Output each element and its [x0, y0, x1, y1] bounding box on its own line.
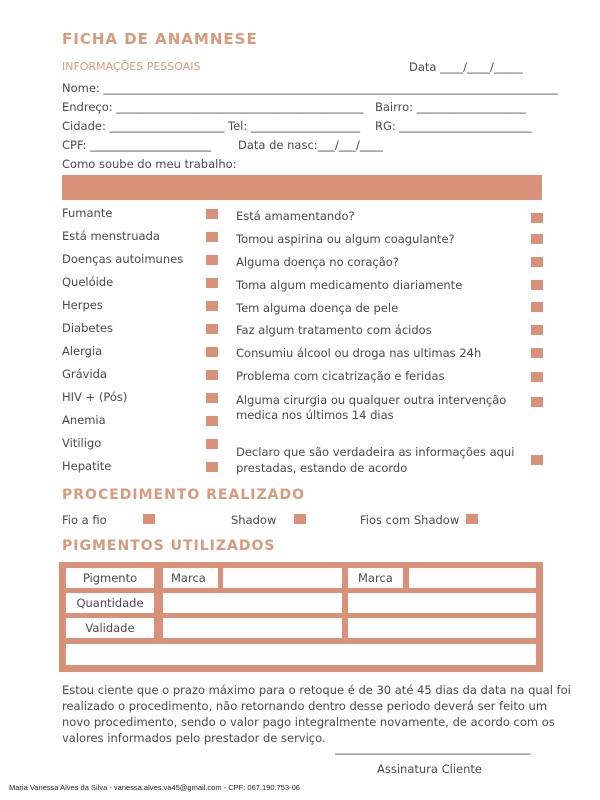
- condition-label: Quelóide: [62, 275, 114, 289]
- condition-checkbox[interactable]: [206, 278, 218, 288]
- condition-checkbox[interactable]: [206, 255, 218, 265]
- condition-checkbox[interactable]: [206, 370, 218, 380]
- marca-input-2[interactable]: [409, 568, 536, 588]
- question-checkbox[interactable]: [531, 213, 543, 223]
- condition-label: Hepatite: [62, 459, 112, 473]
- pigmento-label: Pigmento: [66, 568, 154, 588]
- procedimento-option-label: Fios com Shadow: [360, 513, 460, 527]
- quantidade-label: Quantidade: [66, 593, 154, 613]
- condition-label: Alergia: [62, 344, 103, 358]
- terms-text-line: Estou ciente que o prazo máximo para o retoque é de 30 até 45 dias da data na qual foi: [62, 683, 571, 697]
- question-label: Problema com cicatrização e feridas: [236, 369, 445, 383]
- endereco-field[interactable]: Endreço: ___________________________________________: [62, 100, 364, 114]
- condition-label: Herpes: [62, 298, 103, 312]
- observacoes-input[interactable]: [66, 644, 536, 665]
- procedimento-option-label: Fio a fio: [62, 513, 107, 527]
- declaration-label: Declaro que são verdadeira as informações aqui: [236, 445, 515, 459]
- procedimento-checkbox[interactable]: [466, 514, 478, 524]
- como-soube-answer-bar[interactable]: [62, 175, 542, 200]
- marca-input-1[interactable]: [223, 568, 342, 588]
- question-label: Está amamentando?: [236, 209, 355, 223]
- footer-watermark: Maria Vanessa Alves da Silva - vanessa.alves.va45@gmail.com - CPF: 067.190.753-06: [9, 783, 300, 792]
- condition-checkbox[interactable]: [206, 462, 218, 472]
- nasc-field[interactable]: Data de nasc:___/___/____: [238, 138, 383, 152]
- pigmentos-title: PIGMENTOS UTILIZADOS: [62, 538, 276, 554]
- condition-label: Anemia: [62, 413, 106, 427]
- quantidade-input-2[interactable]: [348, 593, 536, 613]
- marca-label-2: Marca: [348, 568, 403, 588]
- declaration-checkbox[interactable]: [531, 455, 543, 465]
- condition-label: Diabetes: [62, 321, 114, 335]
- validade-label: Validade: [66, 618, 154, 638]
- condition-checkbox[interactable]: [206, 209, 218, 219]
- question-checkbox[interactable]: [531, 397, 543, 407]
- question-label: Faz algum tratamento com ácidos: [236, 323, 432, 337]
- terms-text-line: valores informados pelo prestador de serviço.: [62, 731, 326, 745]
- signature-line[interactable]: __________________________________: [335, 741, 531, 755]
- page-title: FICHA DE ANAMNESE: [62, 30, 258, 48]
- signature-label: Assinatura Cliente: [377, 762, 482, 776]
- validade-input-1[interactable]: [163, 618, 342, 638]
- condition-label: Vitiligo: [62, 436, 102, 450]
- cidade-field[interactable]: Cidade: ____________________: [62, 119, 225, 133]
- condition-checkbox[interactable]: [206, 324, 218, 334]
- terms-text-line: realizado o procedimento, não retornando dentro desse periodo deverá ser feito um: [62, 699, 548, 713]
- condition-checkbox[interactable]: [206, 393, 218, 403]
- question-label: Tem alguma doença de pele: [236, 301, 399, 315]
- question-label: Alguma doença no coração?: [236, 255, 399, 269]
- tel-field[interactable]: Tel: ___________________: [228, 119, 361, 133]
- question-label: Consumiu álcool ou droga nas ultimas 24h: [236, 346, 482, 360]
- condition-checkbox[interactable]: [206, 232, 218, 242]
- bairro-field[interactable]: Bairro: ___________________: [375, 100, 526, 114]
- question-label: Tomou aspirina ou algum coagulante?: [236, 232, 455, 246]
- question-label: Toma algum medicamento diariamente: [236, 278, 463, 292]
- condition-checkbox[interactable]: [206, 439, 218, 449]
- condition-label: HIV + (Pós): [62, 390, 128, 404]
- validade-input-2[interactable]: [348, 618, 536, 638]
- section-subtitle-personal: INFORMAÇÕES PESSOAIS: [62, 60, 201, 73]
- question-checkbox[interactable]: [531, 372, 543, 382]
- marca-label-1: Marca: [163, 568, 218, 588]
- procedimento-checkbox[interactable]: [294, 514, 306, 524]
- declaration-label: prestadas, estando de acordo: [236, 461, 408, 475]
- condition-label: Fumante: [62, 206, 113, 220]
- procedimento-option-label: Shadow: [231, 513, 277, 527]
- quantidade-input-1[interactable]: [163, 593, 342, 613]
- question-label: medica nos últimos 14 dias: [236, 408, 394, 422]
- question-checkbox[interactable]: [531, 348, 543, 358]
- question-checkbox[interactable]: [531, 257, 543, 267]
- procedimento-title: PROCEDIMENTO REALIZADO: [62, 487, 305, 503]
- question-checkbox[interactable]: [531, 234, 543, 244]
- date-field[interactable]: Data ____/____/_____: [409, 60, 523, 74]
- question-checkbox[interactable]: [531, 325, 543, 335]
- question-checkbox[interactable]: [531, 302, 543, 312]
- condition-label: Doenças autoimunes: [62, 252, 184, 266]
- question-checkbox[interactable]: [531, 280, 543, 290]
- terms-text-line: novo procedimento, sendo o valor pago integralmente novamente, de acordo com os: [62, 715, 555, 729]
- condition-label: Grávida: [62, 367, 108, 381]
- question-label: Alguma cirurgia ou qualquer outra intervenção: [236, 393, 507, 407]
- cpf-field[interactable]: CPF: _____________________: [62, 138, 211, 152]
- condition-checkbox[interactable]: [206, 301, 218, 311]
- procedimento-checkbox[interactable]: [143, 514, 155, 524]
- condition-checkbox[interactable]: [206, 416, 218, 426]
- como-soube-label: Como soube do meu trabalho:: [62, 157, 237, 171]
- condition-label: Está menstruada: [62, 229, 160, 243]
- pigmentos-table: [59, 562, 543, 672]
- nome-field[interactable]: Nome: _______________________________________________________________________________: [62, 81, 558, 95]
- condition-checkbox[interactable]: [206, 347, 218, 357]
- rg-field[interactable]: RG: _______________________: [375, 119, 532, 133]
